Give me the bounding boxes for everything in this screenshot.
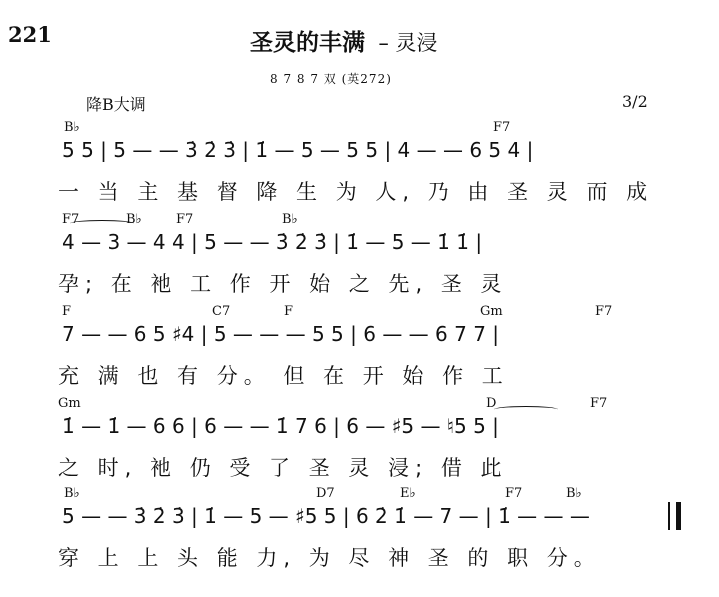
chord: F7 bbox=[505, 486, 523, 501]
meter-info: 8 7 8 7 双 (英272) bbox=[270, 72, 392, 86]
chord: F7 bbox=[176, 212, 194, 227]
lyric-line-1: 一 当 主 基 督 降 生 为 人, 乃 由 圣 灵 而 成 bbox=[58, 180, 654, 204]
chord: F7 bbox=[595, 304, 613, 319]
chord: F bbox=[284, 304, 294, 319]
key-signature: 降B大调 bbox=[86, 95, 146, 114]
notation-line-5: 5 — — 3̇ 2̇ 3̇ | 1̇ — 5 — ♯5 5 | 6 2̇ 1̇ — 7 — | 1̇ — — — bbox=[62, 504, 590, 528]
chord: F7 bbox=[590, 396, 608, 411]
chord: F bbox=[62, 304, 72, 319]
lyric-line-2: 孕; 在 衪 工 作 开 始 之 先, 圣 灵 bbox=[58, 272, 508, 296]
chord: E♭ bbox=[400, 486, 416, 501]
lyric-line-3: 充 满 也 有 分。 但 在 开 始 作 工 bbox=[58, 364, 509, 388]
final-barline-thin bbox=[668, 502, 670, 530]
lyric-line-4: 之 时, 衪 仍 受 了 圣 灵 浸; 借 此 bbox=[58, 456, 508, 480]
hymn-subtitle: – 灵浸 bbox=[378, 31, 438, 55]
lyric-line-5: 穿 上 上 头 能 力, 为 尽 神 圣 的 职 分。 bbox=[58, 546, 601, 570]
chord: D bbox=[486, 396, 497, 411]
chord: B♭ bbox=[64, 486, 80, 501]
chord: B♭ bbox=[566, 486, 582, 501]
chord: F7 bbox=[62, 212, 80, 227]
hymn-number: 221 bbox=[8, 22, 52, 47]
title-block bbox=[250, 24, 438, 57]
final-barline bbox=[676, 502, 681, 530]
tie-mark bbox=[494, 406, 558, 413]
chord: F7 bbox=[493, 120, 511, 135]
notation-line-2: 4 — 3 — 4 4 | 5 — — 3̇ 2̇ 3̇ | 1̇ — 5 — 1̇ 1̇ | bbox=[62, 230, 483, 254]
notation-line-4: 1̇ — 1̇ — 6 6 | 6 — — 1̇ 7 6 | 6 — ♯5 — ♮5 5 | bbox=[62, 414, 499, 438]
chord: Gm bbox=[480, 304, 503, 319]
notation-line-1: 5 5 | 5 — — 3̇ 2̇ 3̇ | 1̇ — 5 — 5 5 | 4 — — 6 5 4 | bbox=[62, 138, 534, 162]
hymn-title: 圣灵的丰满 bbox=[250, 30, 365, 56]
chord: D7 bbox=[316, 486, 335, 501]
notation-line-3: 7 — — 6 5 ♯4 | 5 — — — 5 5 | 6 — — 6 7 7 | bbox=[62, 322, 500, 346]
chord: Gm bbox=[58, 396, 81, 411]
chord: B♭ bbox=[126, 212, 142, 227]
chord: C7 bbox=[212, 304, 231, 319]
chord: B♭ bbox=[64, 120, 80, 135]
tie-mark bbox=[70, 220, 134, 227]
time-signature: 3/2 bbox=[622, 92, 648, 111]
chord: B♭ bbox=[282, 212, 298, 227]
